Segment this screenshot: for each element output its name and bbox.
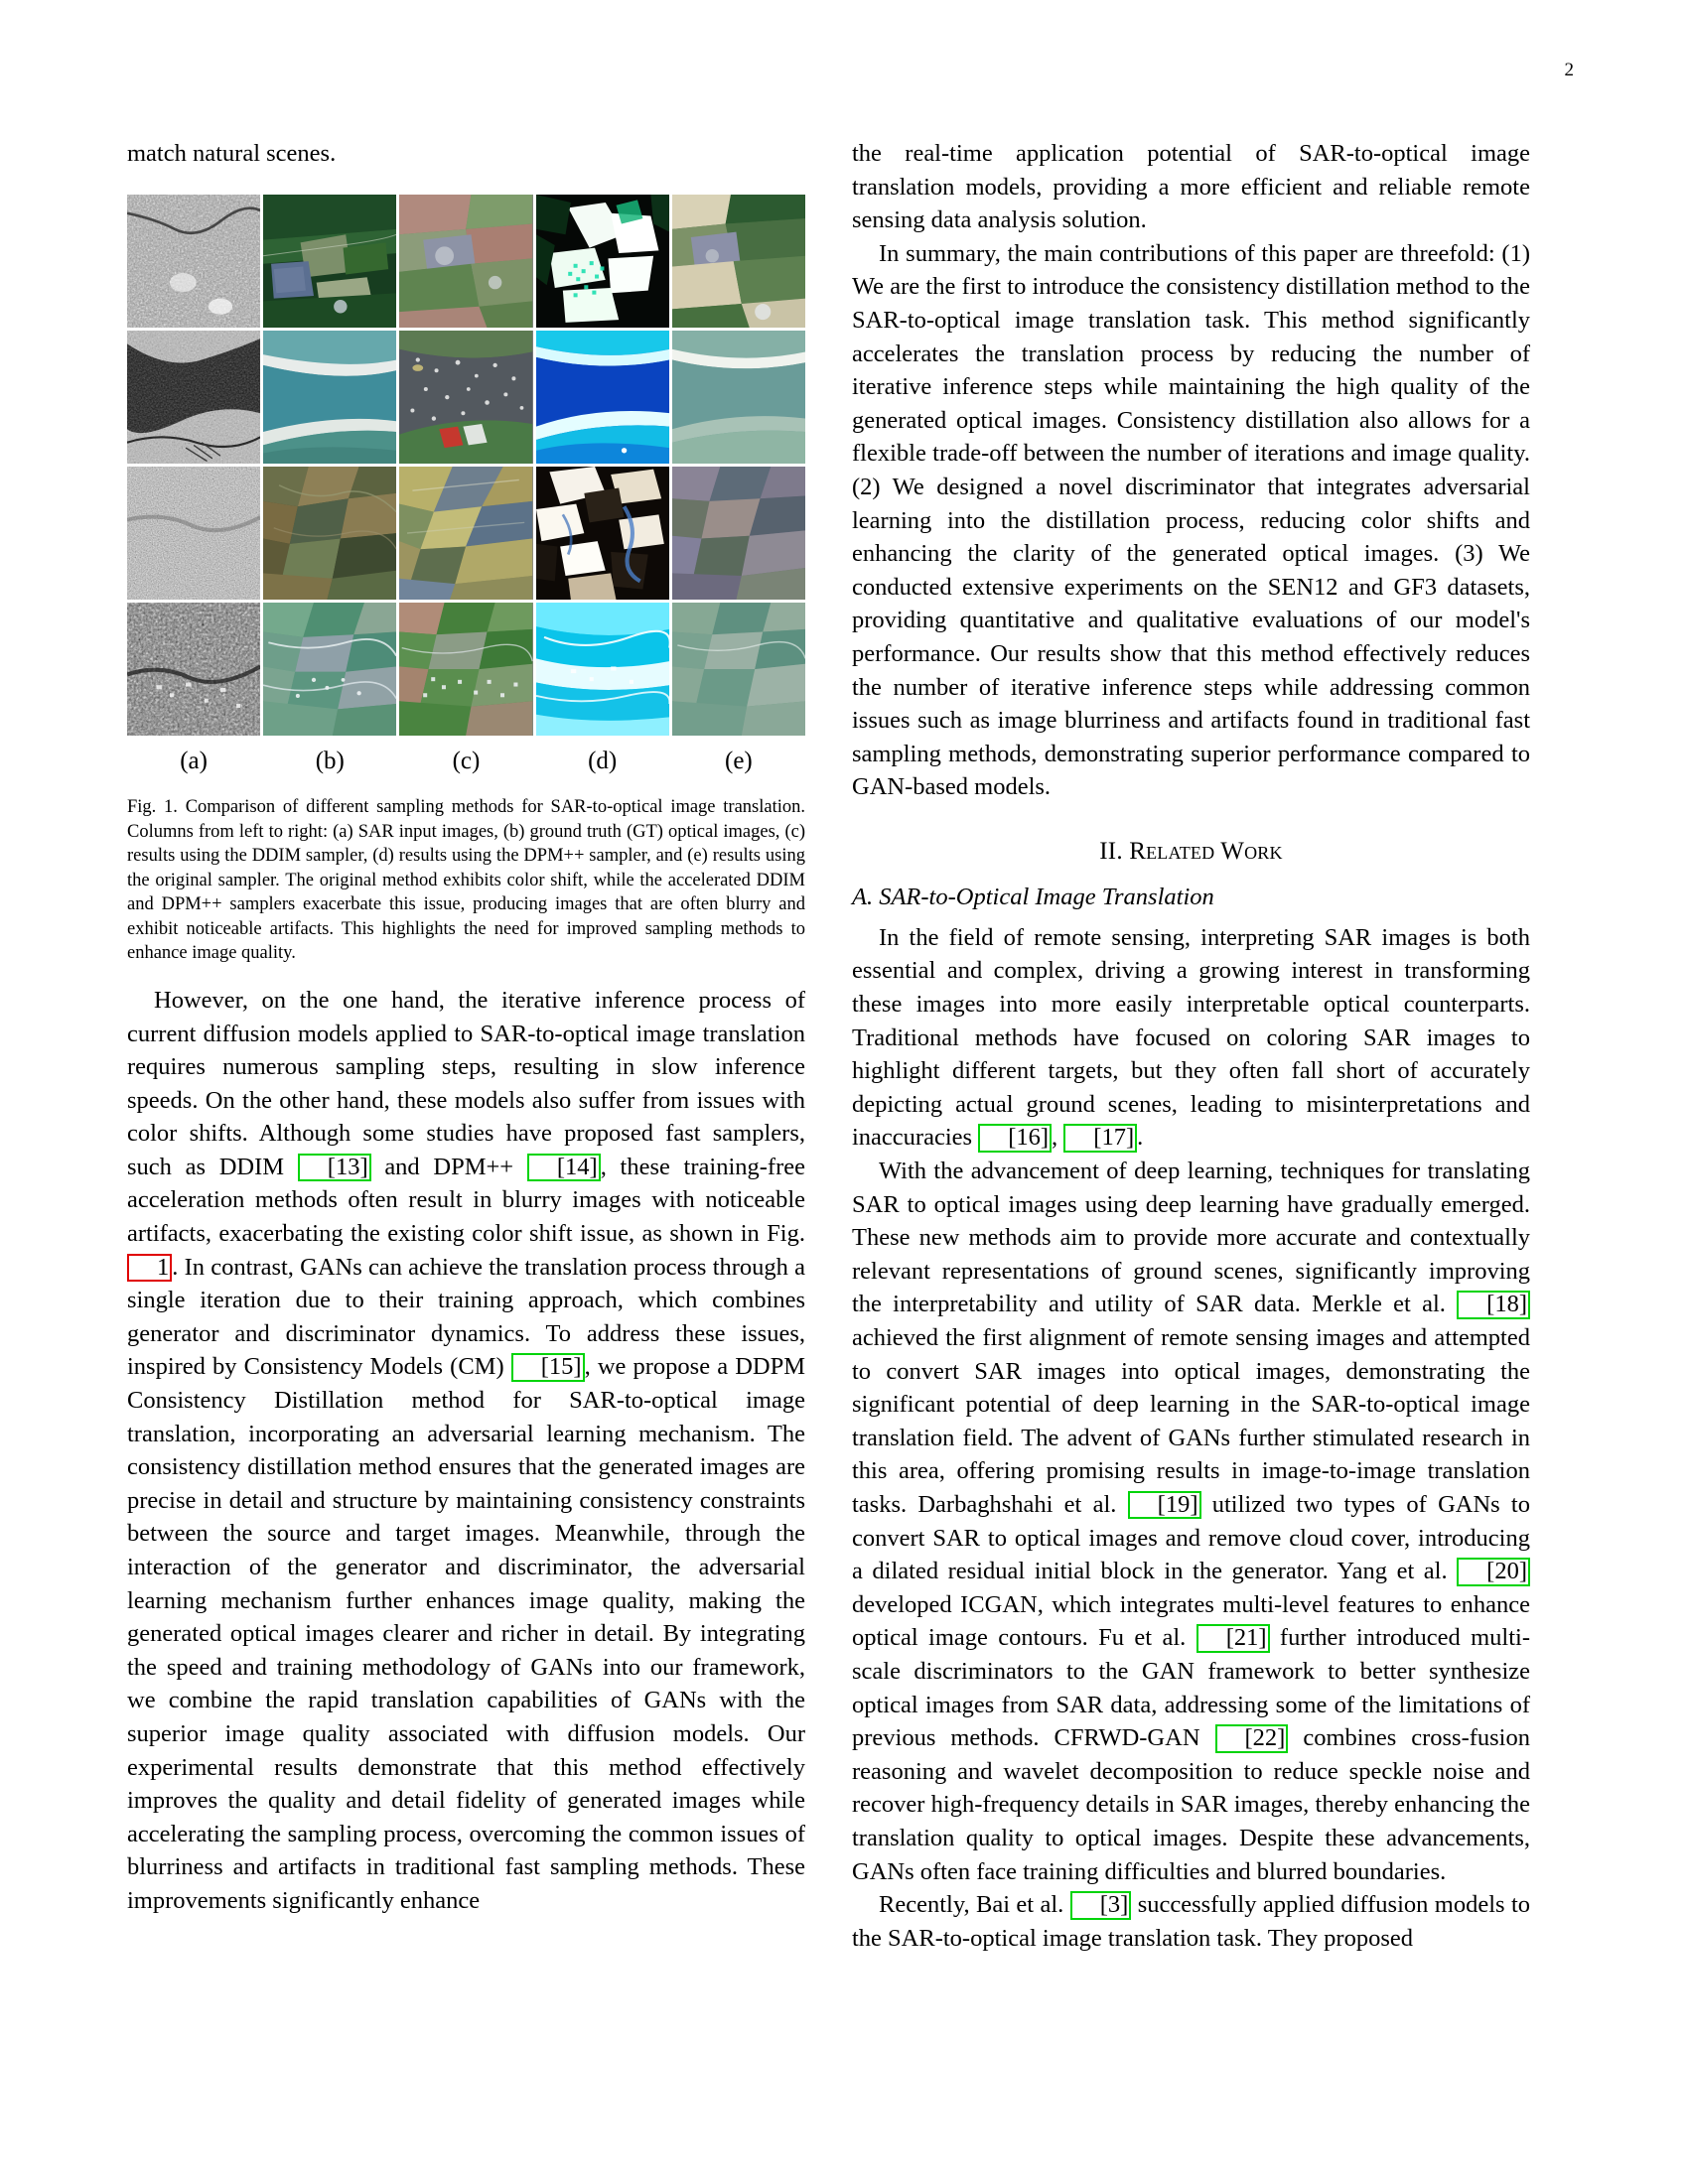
citation-17[interactable] <box>1063 1124 1137 1153</box>
right-paragraph-1: the real-time application potential of SAR-to-optical image translation models, providing a more efficient and reliable remote sensing data analysis solution. <box>852 140 1530 234</box>
figure-cell-r1c3-ddim <box>399 195 532 328</box>
bracket-close: ] <box>573 1353 582 1381</box>
left-column <box>127 137 805 1918</box>
figure-cell-r2c4-dpmpp <box>536 331 669 464</box>
figure-cell-r4c3-ddim <box>399 603 532 736</box>
figure-cell-r1c2-gt <box>263 195 396 328</box>
bracket-open: [ <box>1486 1558 1495 1585</box>
citation-15[interactable] <box>511 1353 585 1382</box>
text-run: With the advancement of deep learning, techniques for translating SAR to optical images using deep learning have gradually emerged. These new methods aim to provide more accurate and contextually relevant representations of ground scenes, significantly improving the interpretability and utility of SAR data. Merkle et al. <box>852 1158 1530 1318</box>
citation-14[interactable] <box>527 1154 601 1182</box>
bracket-close: ] <box>1120 1891 1129 1919</box>
citation-number: 3 <box>1107 1891 1121 1919</box>
text-run: further introduced multi-scale discriminators to the GAN framework to better synthesize optical images from SAR data, addressing some of the limitations of previous methods. CFRWD-GAN <box>852 1624 1530 1752</box>
bracket-open: [ <box>556 1153 566 1180</box>
bracket-open: [ <box>1157 1490 1166 1518</box>
subsection-heading-sar-to-optical: A. SAR-to-Optical Image Translation <box>852 883 1214 910</box>
bracket-open: [ <box>327 1153 336 1180</box>
figure-label-d: (d) <box>588 748 618 775</box>
figure-cell-r4c2-gt <box>263 603 396 736</box>
bracket-close: ] <box>1190 1490 1198 1518</box>
text-run: . <box>1137 1124 1144 1152</box>
page-number: 2 <box>1564 60 1574 80</box>
citation-number: 21 <box>1233 1624 1259 1652</box>
left-paragraph-1 <box>127 984 805 1918</box>
citation-13[interactable] <box>298 1154 371 1182</box>
figure-label-c: (c) <box>452 748 481 775</box>
figure-cell-r1c1-sar <box>127 195 260 328</box>
citation-16[interactable] <box>978 1124 1052 1153</box>
bracket-open: [ <box>1099 1891 1108 1919</box>
figure-label-a: (a) <box>180 748 208 775</box>
bracket-close: ] <box>1258 1624 1267 1652</box>
figure-cell-r2c1-sar <box>127 331 260 464</box>
bracket-open: [ <box>540 1353 549 1381</box>
right-column <box>852 137 1530 1955</box>
citation-number: 14 <box>565 1153 590 1180</box>
figure-cell-r4c4-dpmpp <box>536 603 669 736</box>
continued-sentence: match natural scenes. <box>127 140 337 167</box>
figure-label-e: (e) <box>725 748 753 775</box>
right-paragraph-4 <box>852 1155 1530 1888</box>
text-run: Recently, Bai et al. <box>879 1891 1070 1919</box>
figure-cell-r2c3-ddim <box>399 331 532 464</box>
bracket-close: ] <box>359 1153 368 1180</box>
citation-21[interactable] <box>1196 1624 1270 1653</box>
bracket-open: [ <box>1225 1624 1234 1652</box>
bracket-open: [ <box>1486 1291 1495 1318</box>
text-run: , these training-free acceleration methods often result in blurry images with noticeable artifacts, exacerbating the existing color shift issue, as shown in Fig. <box>127 1153 805 1248</box>
figure-1 <box>127 195 805 966</box>
text-run: , <box>1052 1124 1064 1152</box>
right-paragraph-5 <box>852 1888 1530 1955</box>
text-run: achieved the first alignment of remote sensing images and attempted to convert SAR images into optical images, demonstrating the significant potential of deep learning in the SAR-to-optical image translation field. The advent of GANs further stimulated research in this area, offering promising results in image-to-image translation tasks. Darbaghshahi et al. <box>852 1324 1530 1518</box>
figure-label-b: (b) <box>315 748 345 775</box>
bracket-close: ] <box>589 1153 598 1180</box>
text-run: In the field of remote sensing, interpreting SAR images is both essential and complex, driving a growing interest in transforming these images into more easily interpretable optical counterparts. Traditional methods have focused on coloring SAR images to highlight different targets, but they often fall short of accurately depicting actual ground scenes, leading to misinterpretations and inaccuracies <box>852 923 1530 1152</box>
bracket-close: ] <box>1040 1124 1050 1152</box>
figure-cell-r1c4-dpmpp <box>536 195 669 328</box>
text-run: and DPM++ <box>370 1153 527 1180</box>
citation-number: 16 <box>1016 1124 1041 1152</box>
citation-number: 19 <box>1165 1490 1191 1518</box>
right-paragraph-2: In summary, the main contributions of this paper are threefold: (1) We are the first to introduce the consistency distillation method to the SAR-to-optical image translation task. This method significantly accelerates the translation process by reducing the number of iterative inference steps while maintaining the high quality of the generated optical images. Consistency distillation also allows for a flexible trade-off between the number of iterations and image quality. (2) We designed a novel discriminator that integrates adversarial learning into the distillation process, reducing color shifts and enhancing the clarity of the generated optical images. (3) We conducted extensive experiments on the SEN12 and GF3 datasets, providing quantitative and qualitative evaluations of our model's performance. Our results show that this method effectively reduces the number of iterative inference steps while addressing common issues such as image blurriness and artifacts found in traditional fast sampling methods, demonstrating superior performance compared to GAN-based models. <box>852 239 1530 801</box>
bracket-open: [ <box>1093 1124 1102 1152</box>
citation-number: 22 <box>1252 1724 1278 1752</box>
bracket-close: ] <box>1518 1291 1527 1318</box>
bracket-close: ] <box>1277 1724 1286 1752</box>
figure-cell-r3c3-ddim <box>399 467 532 600</box>
citation-20[interactable] <box>1457 1558 1530 1586</box>
bracket-close: ] <box>1518 1558 1527 1585</box>
figure-cell-r2c2-gt <box>263 331 396 464</box>
citation-number: 20 <box>1494 1558 1519 1585</box>
figure-cell-r3c2-gt <box>263 467 396 600</box>
bracket-close: ] <box>1125 1124 1135 1152</box>
text-run: utilized two types of GANs to convert SAR to optical images and remove cloud cover, introducing a dilated residual initial block in the generator. Yang et al. <box>852 1490 1530 1585</box>
text-run: developed ICGAN, which integrates multi-level features to enhance optical image contours. Fu et al. <box>852 1590 1530 1652</box>
figure-caption <box>127 795 805 966</box>
citation-number: 15 <box>548 1353 574 1381</box>
figure-cell-r4c1-sar <box>127 603 260 736</box>
citation-number: 17 <box>1101 1124 1126 1152</box>
figure-cell-r2c5-original <box>672 331 805 464</box>
figure-column-labels <box>127 748 805 775</box>
figure-cell-r3c4-dpmpp <box>536 467 669 600</box>
figure-cell-r3c5-original <box>672 467 805 600</box>
figure-reference-1[interactable]: 1 <box>127 1254 172 1283</box>
citation-18[interactable] <box>1457 1291 1530 1319</box>
citation-22[interactable] <box>1215 1724 1289 1753</box>
citation-number: 18 <box>1494 1291 1519 1318</box>
text-run: combines cross-fusion reasoning and wavelet decomposition to reduce speckle noise and recover high-frequency details in SAR images, thereby enhancing the translation quality to optical images. Despite these advancements, GANs often face training difficulties and blurred boundaries. <box>852 1724 1530 1885</box>
text-run: , we propose a DDPM Consistency Distillation method for SAR-to-optical image translation, incorporating an adversarial learning mechanism. The consistency distillation method ensures that the generated images are precise in detail and structure by maintaining consistency constraints between the source and target images. Meanwhile, through the interaction of the generator and discriminator, the adversarial learning mechanism further enhances image quality, making the generated optical images clearer and richer in detail. By integrating the speed and training methodology of GANs into our framework, we combine the rapid translation capabilities of GANs with the superior image quality associated with diffusion models. Our experimental results demonstrate that this method effectively improves the quality and detail fidelity of generated images while accelerating the sampling process, overcoming the common issues of blurriness and artifacts in traditional fast sampling methods. These improvements significantly enhance <box>127 1353 805 1914</box>
citation-number: 13 <box>335 1153 360 1180</box>
right-paragraph-3 <box>852 921 1530 1155</box>
bracket-open: [ <box>1008 1124 1017 1152</box>
text-run: successfully applied diffusion models to the SAR-to-optical image translation task. They proposed <box>852 1891 1531 1952</box>
figure-caption-text: Comparison of different sampling methods for SAR-to-optical image translation. Columns from left to right: (a) SAR input images, (b) ground truth (GT) optical images, (c) results using the DDIM sampler, (d) results using the DPM++ sampler, and (e) results using the original sampler. The original method exhibits color shift, while the accelerated DDIM and DPM++ samplers exacerbate this issue, producing images that are often blurry and exhibit noticeable artifacts. This highlights the need for improved sampling methods to enhance image quality. <box>127 797 805 964</box>
figure-image-grid <box>127 195 805 737</box>
text-run: . In contrast, GANs can achieve the translation process through a single iteration due to their training approach, which combines generator and discriminator dynamics. To address these issues, inspired by Consistency Models (CM) <box>127 1253 805 1381</box>
citation-19[interactable] <box>1128 1491 1201 1520</box>
figure-cell-r1c5-original <box>672 195 805 328</box>
text-run: However, on the one hand, the iterative inference process of current diffusion models applied to SAR-to-optical image translation requires numerous sampling steps, resulting in slow inference speeds. On the other hand, these models also suffer from issues with color shifts. Although some studies have proposed fast samplers, such as DDIM <box>127 986 805 1180</box>
figure-cell-r3c1-sar <box>127 467 260 600</box>
figure-caption-label: Fig. 1. <box>127 797 178 818</box>
figure-cell-r4c5-original <box>672 603 805 736</box>
citation-3[interactable] <box>1070 1891 1132 1920</box>
bracket-open: [ <box>1244 1724 1253 1752</box>
section-heading-related-work: II. Related Work <box>1099 837 1283 865</box>
spacer <box>127 966 805 984</box>
